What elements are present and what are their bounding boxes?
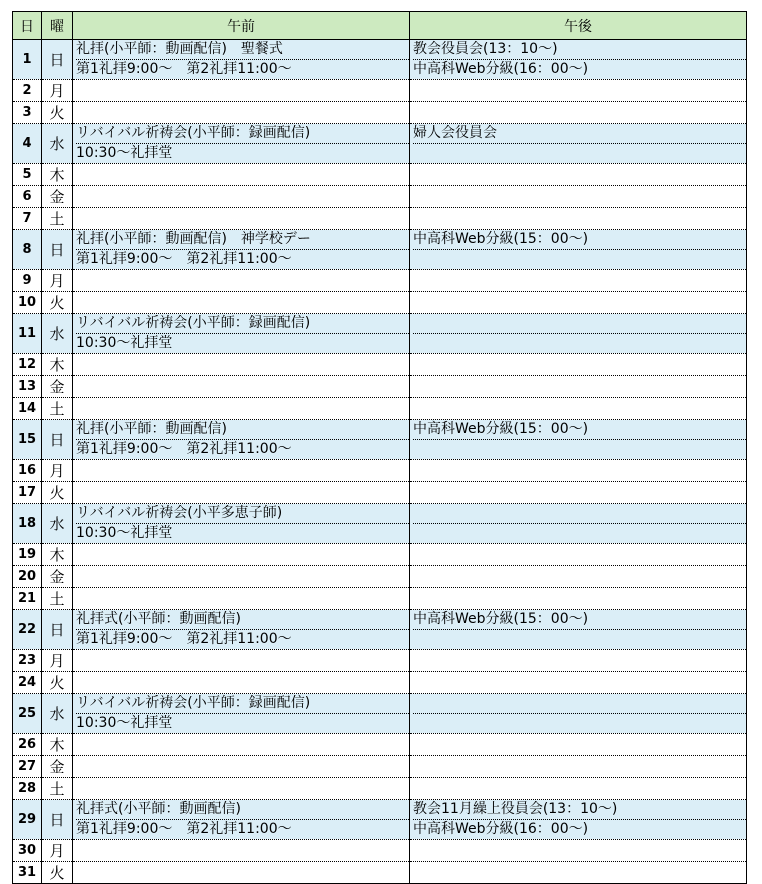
day-cell: 29 bbox=[13, 800, 42, 840]
afternoon-line bbox=[413, 439, 746, 459]
morning-line bbox=[76, 863, 409, 882]
weekday-cell: 木 bbox=[42, 544, 73, 566]
table-row bbox=[13, 186, 747, 208]
morning-line bbox=[76, 483, 409, 502]
afternoon-line bbox=[413, 333, 746, 353]
morning-line bbox=[76, 293, 409, 312]
header-morning: 午前 bbox=[73, 12, 410, 40]
weekday-cell: 土 bbox=[42, 208, 73, 230]
day-cell: 5 bbox=[13, 164, 42, 186]
afternoon-line bbox=[413, 673, 746, 692]
morning-cell bbox=[73, 314, 410, 354]
afternoon-line bbox=[413, 187, 746, 206]
morning-cell bbox=[73, 482, 410, 504]
day-cell: 17 bbox=[13, 482, 42, 504]
morning-line bbox=[76, 757, 409, 776]
day-cell: 7 bbox=[13, 208, 42, 230]
afternoon-cell bbox=[410, 694, 747, 734]
weekday-cell: 月 bbox=[42, 80, 73, 102]
morning-cell bbox=[73, 862, 410, 884]
day-cell: 31 bbox=[13, 862, 42, 884]
morning-cell bbox=[73, 292, 410, 314]
morning-cell bbox=[73, 588, 410, 610]
table-row bbox=[13, 610, 747, 650]
afternoon-line bbox=[413, 483, 746, 502]
afternoon-line bbox=[413, 545, 746, 564]
afternoon-line bbox=[413, 209, 746, 228]
day-cell: 6 bbox=[13, 186, 42, 208]
morning-cell bbox=[73, 102, 410, 124]
table-row bbox=[13, 734, 747, 756]
table-row bbox=[13, 460, 747, 482]
afternoon-cell bbox=[410, 610, 747, 650]
weekday-cell: 月 bbox=[42, 840, 73, 862]
morning-cell bbox=[73, 460, 410, 482]
day-cell: 1 bbox=[13, 40, 42, 80]
morning-line bbox=[76, 165, 409, 184]
weekday-cell: 木 bbox=[42, 164, 73, 186]
weekday-cell: 火 bbox=[42, 482, 73, 504]
afternoon-line bbox=[413, 504, 746, 523]
table-row bbox=[13, 270, 747, 292]
morning-cell bbox=[73, 756, 410, 778]
table-row bbox=[13, 672, 747, 694]
morning-line: リバイバル祈祷会(小平師：録画配信) bbox=[76, 315, 311, 331]
afternoon-line: 中高科Web分級(16：00～) bbox=[413, 59, 746, 79]
afternoon-cell bbox=[410, 566, 747, 588]
afternoon-cell bbox=[410, 398, 747, 420]
day-cell: 27 bbox=[13, 756, 42, 778]
morning-cell bbox=[73, 800, 410, 840]
weekday-cell: 水 bbox=[42, 504, 73, 544]
weekday-cell: 水 bbox=[42, 124, 73, 164]
morning-line: 第1礼拝9:00～ 第2礼拝11:00～ bbox=[76, 439, 409, 459]
table-row bbox=[13, 164, 747, 186]
morning-line bbox=[76, 735, 409, 754]
monthly-schedule-table bbox=[12, 11, 747, 884]
afternoon-cell bbox=[410, 354, 747, 376]
day-cell: 24 bbox=[13, 672, 42, 694]
day-cell: 18 bbox=[13, 504, 42, 544]
afternoon-line bbox=[413, 651, 746, 670]
day-cell: 4 bbox=[13, 124, 42, 164]
afternoon-line: 中高科Web分級(15：00～) bbox=[413, 421, 589, 437]
weekday-cell: 水 bbox=[42, 694, 73, 734]
afternoon-cell bbox=[410, 102, 747, 124]
afternoon-line: 教会役員会(13：10～) bbox=[413, 41, 558, 57]
afternoon-line bbox=[413, 567, 746, 586]
morning-line: 第1礼拝9:00～ 第2礼拝11:00～ bbox=[76, 59, 409, 79]
day-cell: 9 bbox=[13, 270, 42, 292]
afternoon-line: 婦人会役員会 bbox=[413, 125, 497, 141]
weekday-cell: 火 bbox=[42, 862, 73, 884]
weekday-cell: 日 bbox=[42, 800, 73, 840]
table-row bbox=[13, 80, 747, 102]
afternoon-line bbox=[413, 629, 746, 649]
table-row bbox=[13, 694, 747, 734]
afternoon-cell bbox=[410, 376, 747, 398]
table-row bbox=[13, 398, 747, 420]
morning-cell bbox=[73, 398, 410, 420]
morning-cell bbox=[73, 80, 410, 102]
table-row bbox=[13, 650, 747, 672]
table-row bbox=[13, 588, 747, 610]
morning-line: 第1礼拝9:00～ 第2礼拝11:00～ bbox=[76, 819, 409, 839]
morning-cell bbox=[73, 40, 410, 80]
afternoon-line bbox=[413, 779, 746, 798]
morning-cell bbox=[73, 420, 410, 460]
weekday-cell: 月 bbox=[42, 650, 73, 672]
table-row bbox=[13, 102, 747, 124]
weekday-cell: 日 bbox=[42, 230, 73, 270]
day-cell: 2 bbox=[13, 80, 42, 102]
day-cell: 23 bbox=[13, 650, 42, 672]
weekday-cell: 土 bbox=[42, 778, 73, 800]
morning-line: 第1礼拝9:00～ 第2礼拝11:00～ bbox=[76, 629, 409, 649]
day-cell: 25 bbox=[13, 694, 42, 734]
morning-line bbox=[76, 589, 409, 608]
morning-cell bbox=[73, 734, 410, 756]
morning-line: リバイバル祈祷会(小平師：録画配信) bbox=[76, 125, 311, 141]
day-cell: 15 bbox=[13, 420, 42, 460]
morning-line: 10:30～礼拝堂 bbox=[76, 523, 409, 543]
afternoon-cell bbox=[410, 186, 747, 208]
morning-cell bbox=[73, 376, 410, 398]
header-row bbox=[13, 12, 747, 40]
afternoon-line bbox=[413, 523, 746, 543]
afternoon-line bbox=[413, 757, 746, 776]
day-cell: 20 bbox=[13, 566, 42, 588]
day-cell: 12 bbox=[13, 354, 42, 376]
morning-cell bbox=[73, 270, 410, 292]
morning-line bbox=[76, 187, 409, 206]
weekday-cell: 金 bbox=[42, 566, 73, 588]
afternoon-cell bbox=[410, 734, 747, 756]
afternoon-line bbox=[413, 461, 746, 480]
afternoon-cell bbox=[410, 504, 747, 544]
weekday-cell: 木 bbox=[42, 354, 73, 376]
header-afternoon: 午後 bbox=[410, 12, 747, 40]
day-cell: 11 bbox=[13, 314, 42, 354]
morning-line: リバイバル祈祷会(小平師：録画配信) bbox=[76, 695, 311, 711]
day-cell: 3 bbox=[13, 102, 42, 124]
morning-line: 第1礼拝9:00～ 第2礼拝11:00～ bbox=[76, 249, 409, 269]
afternoon-cell bbox=[410, 778, 747, 800]
morning-line: 10:30～礼拝堂 bbox=[76, 713, 409, 733]
morning-line bbox=[76, 81, 409, 100]
weekday-cell: 土 bbox=[42, 588, 73, 610]
afternoon-line bbox=[413, 713, 746, 733]
table-row bbox=[13, 208, 747, 230]
afternoon-cell bbox=[410, 314, 747, 354]
weekday-cell: 金 bbox=[42, 186, 73, 208]
morning-line bbox=[76, 673, 409, 692]
afternoon-line bbox=[413, 81, 746, 100]
table-row bbox=[13, 800, 747, 840]
morning-line bbox=[76, 841, 409, 860]
morning-cell bbox=[73, 694, 410, 734]
afternoon-cell bbox=[410, 230, 747, 270]
afternoon-cell bbox=[410, 208, 747, 230]
morning-cell bbox=[73, 230, 410, 270]
morning-line bbox=[76, 355, 409, 374]
morning-line: 礼拝(小平師：動画配信) 神学校デー bbox=[76, 231, 311, 247]
day-cell: 21 bbox=[13, 588, 42, 610]
afternoon-line bbox=[413, 103, 746, 122]
table-row bbox=[13, 314, 747, 354]
weekday-cell: 金 bbox=[42, 756, 73, 778]
morning-cell bbox=[73, 650, 410, 672]
table-row bbox=[13, 544, 747, 566]
weekday-cell: 火 bbox=[42, 102, 73, 124]
table-row bbox=[13, 840, 747, 862]
afternoon-cell bbox=[410, 460, 747, 482]
afternoon-cell bbox=[410, 544, 747, 566]
afternoon-line bbox=[413, 249, 746, 269]
schedule-body bbox=[13, 40, 747, 884]
weekday-cell: 月 bbox=[42, 270, 73, 292]
day-cell: 16 bbox=[13, 460, 42, 482]
header-weekday: 曜 bbox=[42, 12, 73, 40]
afternoon-line bbox=[413, 863, 746, 882]
table-row bbox=[13, 778, 747, 800]
weekday-cell: 土 bbox=[42, 398, 73, 420]
morning-line: 10:30～礼拝堂 bbox=[76, 143, 409, 163]
afternoon-line bbox=[413, 165, 746, 184]
afternoon-cell bbox=[410, 292, 747, 314]
table-row bbox=[13, 482, 747, 504]
afternoon-line bbox=[413, 293, 746, 312]
table-row bbox=[13, 420, 747, 460]
weekday-cell: 金 bbox=[42, 376, 73, 398]
afternoon-cell bbox=[410, 672, 747, 694]
weekday-cell: 日 bbox=[42, 40, 73, 80]
morning-line: 礼拝(小平師：動画配信) bbox=[76, 421, 227, 437]
morning-cell bbox=[73, 186, 410, 208]
morning-cell bbox=[73, 504, 410, 544]
morning-cell bbox=[73, 778, 410, 800]
day-cell: 26 bbox=[13, 734, 42, 756]
afternoon-cell bbox=[410, 270, 747, 292]
morning-line bbox=[76, 545, 409, 564]
morning-cell bbox=[73, 566, 410, 588]
morning-line: 礼拝(小平師：動画配信) 聖餐式 bbox=[76, 41, 283, 57]
weekday-cell: 木 bbox=[42, 734, 73, 756]
day-cell: 13 bbox=[13, 376, 42, 398]
afternoon-line bbox=[413, 377, 746, 396]
morning-cell bbox=[73, 610, 410, 650]
afternoon-cell bbox=[410, 840, 747, 862]
afternoon-line bbox=[413, 399, 746, 418]
morning-cell bbox=[73, 164, 410, 186]
weekday-cell: 月 bbox=[42, 460, 73, 482]
weekday-cell: 日 bbox=[42, 610, 73, 650]
afternoon-cell bbox=[410, 650, 747, 672]
morning-cell bbox=[73, 544, 410, 566]
afternoon-cell bbox=[410, 862, 747, 884]
morning-cell bbox=[73, 354, 410, 376]
afternoon-line bbox=[413, 589, 746, 608]
table-row bbox=[13, 756, 747, 778]
table-row bbox=[13, 504, 747, 544]
day-cell: 22 bbox=[13, 610, 42, 650]
morning-line bbox=[76, 271, 409, 290]
weekday-cell: 火 bbox=[42, 672, 73, 694]
morning-line bbox=[76, 209, 409, 228]
afternoon-cell bbox=[410, 756, 747, 778]
morning-line: 礼拝式(小平師：動画配信) bbox=[76, 611, 241, 627]
afternoon-line: 中高科Web分級(16：00～) bbox=[413, 819, 746, 839]
day-cell: 14 bbox=[13, 398, 42, 420]
afternoon-line bbox=[413, 355, 746, 374]
weekday-cell: 日 bbox=[42, 420, 73, 460]
afternoon-line bbox=[413, 841, 746, 860]
header-day: 日 bbox=[13, 12, 42, 40]
day-cell: 10 bbox=[13, 292, 42, 314]
morning-cell bbox=[73, 672, 410, 694]
morning-line bbox=[76, 399, 409, 418]
morning-line: 10:30～礼拝堂 bbox=[76, 333, 409, 353]
table-row bbox=[13, 566, 747, 588]
afternoon-cell bbox=[410, 420, 747, 460]
day-cell: 19 bbox=[13, 544, 42, 566]
afternoon-line: 教会11月繰上役員会(13：10～) bbox=[413, 801, 618, 817]
afternoon-cell bbox=[410, 482, 747, 504]
day-cell: 8 bbox=[13, 230, 42, 270]
morning-line: リバイバル祈祷会(小平多恵子師) bbox=[76, 505, 283, 521]
weekday-cell: 火 bbox=[42, 292, 73, 314]
afternoon-cell bbox=[410, 80, 747, 102]
morning-cell bbox=[73, 840, 410, 862]
afternoon-line bbox=[413, 314, 746, 333]
morning-cell bbox=[73, 124, 410, 164]
afternoon-cell bbox=[410, 40, 747, 80]
morning-line bbox=[76, 567, 409, 586]
morning-cell bbox=[73, 208, 410, 230]
morning-line bbox=[76, 651, 409, 670]
morning-line bbox=[76, 779, 409, 798]
afternoon-line: 中高科Web分級(15：00～) bbox=[413, 231, 589, 247]
table-row bbox=[13, 862, 747, 884]
table-row bbox=[13, 230, 747, 270]
afternoon-line: 中高科Web分級(15：00～) bbox=[413, 611, 589, 627]
afternoon-line bbox=[413, 143, 746, 163]
afternoon-cell bbox=[410, 800, 747, 840]
table-row bbox=[13, 124, 747, 164]
day-cell: 28 bbox=[13, 778, 42, 800]
morning-line: 礼拝式(小平師：動画配信) bbox=[76, 801, 241, 817]
table-row bbox=[13, 354, 747, 376]
morning-line bbox=[76, 461, 409, 480]
weekday-cell: 水 bbox=[42, 314, 73, 354]
morning-line bbox=[76, 103, 409, 122]
table-row bbox=[13, 40, 747, 80]
afternoon-line bbox=[413, 694, 746, 713]
morning-line bbox=[76, 377, 409, 396]
table-row bbox=[13, 376, 747, 398]
afternoon-cell bbox=[410, 588, 747, 610]
afternoon-line bbox=[413, 271, 746, 290]
day-cell: 30 bbox=[13, 840, 42, 862]
table-row bbox=[13, 292, 747, 314]
afternoon-cell bbox=[410, 164, 747, 186]
afternoon-line bbox=[413, 735, 746, 754]
afternoon-cell bbox=[410, 124, 747, 164]
